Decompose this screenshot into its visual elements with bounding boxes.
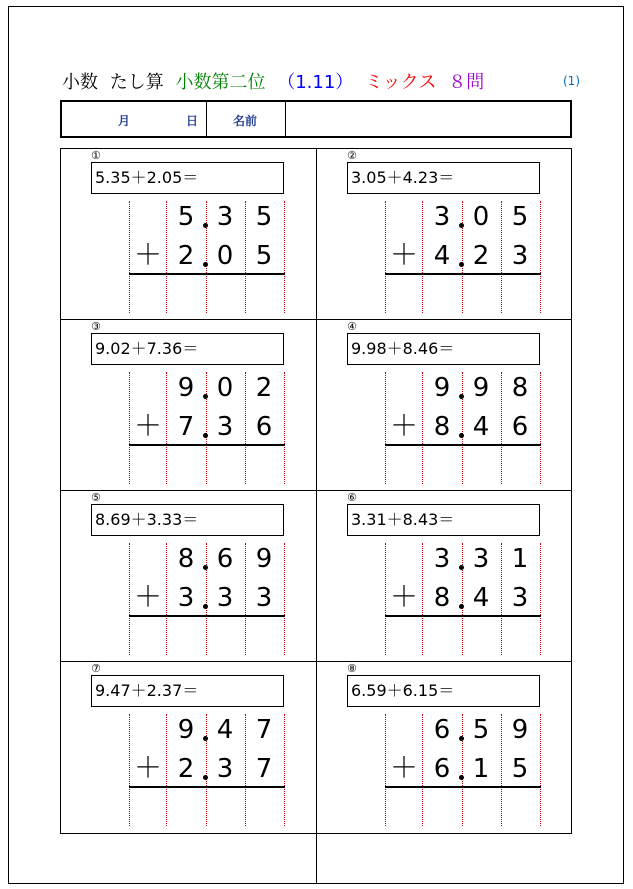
decimal-point — [203, 736, 208, 741]
top-digit: 9 — [433, 373, 451, 403]
plus-sign: ＋ — [389, 238, 418, 271]
bottom-digit: 6 — [511, 412, 529, 442]
title-count: ８問 — [448, 72, 485, 93]
top-digit: 9 — [511, 715, 529, 745]
top-digit: 8 — [511, 373, 529, 403]
decimal-point — [459, 736, 464, 741]
plus-sign: ＋ — [133, 238, 162, 271]
top-digit: 6 — [433, 715, 451, 745]
top-digit: 3 — [472, 544, 490, 574]
day-label: 日 — [186, 114, 199, 128]
bottom-digit: 8 — [433, 412, 451, 442]
top-digit: 1 — [511, 544, 529, 574]
problem-number: ⑧ — [347, 662, 357, 675]
name-field[interactable] — [286, 102, 570, 136]
problem-number: ⑥ — [347, 491, 357, 504]
date-cell[interactable] — [62, 102, 207, 136]
problem-number: ② — [347, 149, 357, 162]
decimal-point — [459, 223, 464, 228]
problem-number: ⑤ — [91, 491, 101, 504]
problem-3 — [61, 320, 317, 491]
decimal-point — [459, 604, 464, 609]
bottom-digit: 4 — [433, 241, 451, 271]
top-digit: 5 — [255, 202, 273, 232]
title-code: （1.11） — [277, 72, 354, 93]
bottom-digit: 0 — [216, 241, 234, 271]
title-second-place: 小数第二位 — [175, 72, 266, 93]
problem-5 — [61, 491, 317, 662]
plus-sign: ＋ — [133, 409, 162, 442]
problem-number: ④ — [347, 320, 357, 333]
decimal-point — [203, 394, 208, 399]
decimal-point — [203, 262, 208, 267]
decimal-point — [459, 394, 464, 399]
decimal-point — [459, 775, 464, 780]
top-digit: 5 — [177, 202, 195, 232]
title-addition: たし算 — [109, 72, 164, 93]
problem-8 — [317, 662, 573, 833]
bottom-digit: 3 — [216, 412, 234, 442]
bottom-digit: 4 — [472, 412, 490, 442]
bottom-digit: 5 — [511, 754, 529, 784]
sum-line — [385, 273, 541, 275]
decimal-point — [203, 565, 208, 570]
problem-7 — [61, 662, 317, 833]
bottom-digit: 2 — [472, 241, 490, 271]
decimal-point — [203, 223, 208, 228]
problem-expression[interactable]: 9.47＋2.37＝ — [91, 675, 284, 707]
problem-4 — [317, 320, 573, 491]
top-digit: 3 — [216, 202, 234, 232]
plus-sign: ＋ — [389, 751, 418, 784]
bottom-digit: 3 — [216, 583, 234, 613]
top-digit: 5 — [511, 202, 529, 232]
sum-line — [129, 273, 285, 275]
plus-sign: ＋ — [133, 580, 162, 613]
bottom-digit: 7 — [255, 754, 273, 784]
problem-1 — [61, 149, 317, 320]
plus-sign: ＋ — [389, 580, 418, 613]
bottom-digit: 1 — [472, 754, 490, 784]
answer-area[interactable] — [385, 448, 541, 486]
problem-expression[interactable]: 9.98＋8.46＝ — [347, 333, 540, 365]
problem-expression[interactable]: 9.02＋7.36＝ — [91, 333, 284, 365]
name-label-cell — [207, 102, 286, 136]
answer-area[interactable] — [129, 277, 285, 315]
worksheet-title — [62, 68, 582, 94]
top-digit: 9 — [472, 373, 490, 403]
bottom-digit: 3 — [511, 583, 529, 613]
answer-area[interactable] — [129, 448, 285, 486]
problem-number: ① — [91, 149, 101, 162]
top-digit: 9 — [177, 715, 195, 745]
sum-line — [385, 786, 541, 788]
bottom-digit: 5 — [255, 241, 273, 271]
answer-area[interactable] — [129, 619, 285, 657]
problem-6 — [317, 491, 573, 662]
bottom-digit: 6 — [433, 754, 451, 784]
plus-sign: ＋ — [133, 751, 162, 784]
sum-line — [129, 786, 285, 788]
answer-area[interactable] — [129, 790, 285, 828]
bottom-digit: 8 — [433, 583, 451, 613]
top-digit: 3 — [433, 202, 451, 232]
title-decimal: 小数 — [62, 72, 98, 93]
problem-expression[interactable]: 8.69＋3.33＝ — [91, 504, 284, 536]
top-digit: 0 — [472, 202, 490, 232]
sum-line — [385, 444, 541, 446]
top-digit: 6 — [216, 544, 234, 574]
answer-area[interactable] — [385, 277, 541, 315]
top-digit: 3 — [433, 544, 451, 574]
decimal-point — [459, 262, 464, 267]
decimal-point — [203, 433, 208, 438]
bottom-digit: 4 — [472, 583, 490, 613]
problem-expression[interactable]: 3.31＋8.43＝ — [347, 504, 540, 536]
problem-number: ⑦ — [91, 662, 101, 675]
top-digit: 9 — [255, 544, 273, 574]
decimal-point — [203, 604, 208, 609]
name-label: 名前 — [233, 114, 258, 128]
plus-sign: ＋ — [389, 409, 418, 442]
top-digit: 7 — [255, 715, 273, 745]
sum-line — [129, 615, 285, 617]
problem-expression[interactable]: 5.35＋2.05＝ — [91, 162, 284, 194]
bottom-digit: 7 — [177, 412, 195, 442]
top-digit: 8 — [177, 544, 195, 574]
decimal-point — [459, 565, 464, 570]
top-digit: 9 — [177, 373, 195, 403]
problem-number: ③ — [91, 320, 101, 333]
sum-line — [129, 444, 285, 446]
bottom-digit: 3 — [216, 754, 234, 784]
title-mix: ミックス — [365, 72, 437, 93]
answer-area[interactable] — [385, 619, 541, 657]
top-digit: 0 — [216, 373, 234, 403]
name-date-box — [60, 100, 572, 138]
bottom-digit: 3 — [511, 241, 529, 271]
sum-line — [385, 615, 541, 617]
problem-2 — [317, 149, 573, 320]
bottom-digit: 2 — [177, 241, 195, 271]
decimal-point — [459, 433, 464, 438]
answer-area[interactable] — [385, 790, 541, 828]
bottom-digit: 2 — [177, 754, 195, 784]
top-digit: 5 — [472, 715, 490, 745]
top-digit: 4 — [216, 715, 234, 745]
sheet-number: (1) — [563, 74, 580, 88]
problem-expression[interactable]: 3.05＋4.23＝ — [347, 162, 540, 194]
month-label: 月 — [118, 114, 131, 128]
top-digit: 2 — [255, 373, 273, 403]
bottom-digit: 3 — [255, 583, 273, 613]
bottom-digit: 6 — [255, 412, 273, 442]
decimal-point — [203, 775, 208, 780]
problem-expression[interactable]: 6.59＋6.15＝ — [347, 675, 540, 707]
bottom-digit: 3 — [177, 583, 195, 613]
